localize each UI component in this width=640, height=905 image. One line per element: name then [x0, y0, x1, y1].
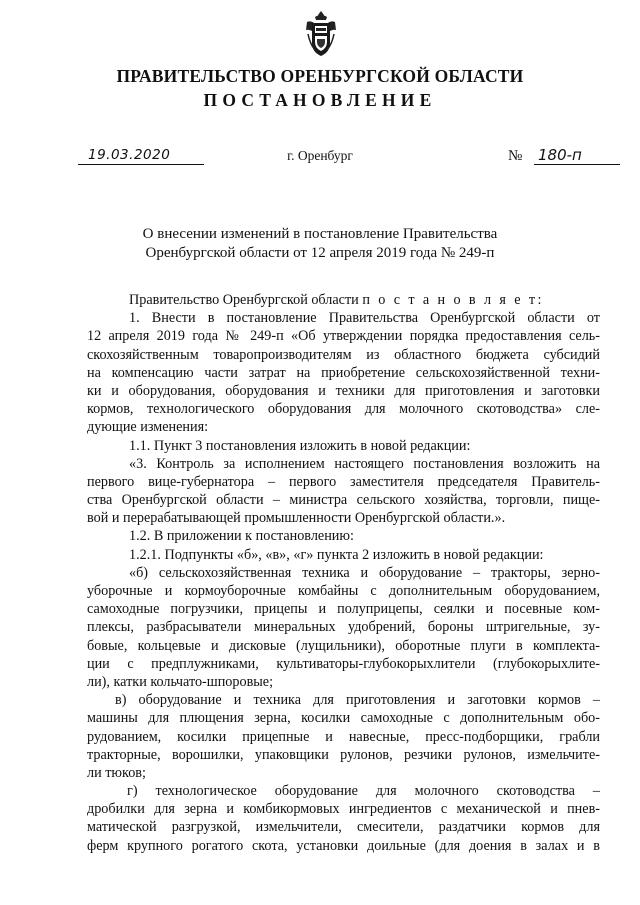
document-body: [87, 291, 600, 855]
body-line: «б) сельскохозяйственная техника и оборудование – тракторы, зерно-: [129, 564, 600, 581]
body-line: самоходные погрузчики, прицепы и полуприцепы, сеялки и посевные ком-: [87, 601, 600, 618]
body-line: 1. Внести в постановление Правительства Оренбургской области от: [129, 310, 600, 327]
body-line: плексы, разбрасыватели минеральных удобрений, бороны штригельные, зу-: [87, 619, 600, 636]
body-line: г) технологическое оборудование для молочного скотоводства –: [127, 783, 600, 800]
body-line: в) оборудование и техника для приготовления и заготовки кормов –: [115, 692, 600, 709]
body-line: рудованием, косилки прицепные и навесные, пресс-подборщики, грабли: [87, 728, 600, 745]
body-line: кормов, технологического оборудования для молочного скотоводства» сле-: [87, 401, 600, 418]
body-line: 1.2. В приложении к постановлению:: [129, 528, 354, 545]
number-value: 180-п: [538, 146, 582, 164]
body-line: дующие изменения:: [87, 419, 209, 436]
body-line: «3. Контроль за исполнением настоящего постановления возложить на: [129, 455, 600, 472]
body-line: матической разгрузкой, измельчители, смесители, раздатчики кормов для: [87, 819, 600, 836]
body-line: ферм крупного рогатого скота, установки доильные (для доения в залах и в: [87, 837, 600, 854]
body-line: тракторные, ворошилки, упаковщики рулонов, резчики рулонов, измельчите-: [87, 746, 600, 763]
body-line: на компенсацию части затрат на приобретение сельскохозяйственной техни-: [87, 364, 600, 381]
body-line: ки и оборудования, оборудования и техники для приготовления и заготовки: [87, 382, 600, 399]
body-line: скохозяйственным товаропроизводителям из областного бюджета субсидий: [87, 346, 600, 363]
subject-line: О внесении изменений в постановление Правительства: [142, 226, 498, 242]
document-subject: [0, 225, 640, 262]
body-line: ства Оренбургской области – министра сельского хозяйства, торговли, пище-: [87, 492, 600, 509]
body-line: ли), катки кольчато-шпоровые;: [87, 673, 274, 690]
body-line: дробилки для зерна и комбикормовых ингредиентов с механической и пнев-: [87, 801, 600, 818]
body-line: ли тюков;: [87, 764, 146, 781]
number-sign: №: [508, 148, 523, 164]
document-number: [508, 146, 620, 168]
body-line: 12 апреля 2019 года № 249-п «Об утверждении порядка предоставления сель-: [87, 328, 600, 345]
subject-line: Оренбургской области от 12 апреля 2019 года № 249-п: [145, 244, 495, 261]
body-line: 1.2.1. Подпункты «б», «в», «г» пункта 2 изложить в новой редакции:: [129, 546, 544, 563]
body-line: первого вице-губернатора – первого заместителя председателя Правитель-: [87, 473, 600, 490]
body-line: уборочные и кормоуборочные комбайны с дополнительным оборудованием,: [87, 583, 600, 599]
date-value: 19.03.2020: [88, 147, 171, 163]
body-line: бовые, кольцевые и дисковые (лущильники), оборотные плуги в комплекта-: [87, 637, 600, 654]
body-line: машины для плющения зерна, косилки самоходные с дополнительным обо-: [87, 710, 600, 727]
city: г. Оренбург: [287, 148, 353, 163]
body-line: 1.1. Пункт 3 постановления изложить в новой редакции:: [129, 437, 471, 454]
date-underline: [78, 164, 204, 165]
body-line: Правительство Оренбургской области п о с т а н о в л я е т:: [129, 292, 544, 308]
coat-of-arms-icon: [304, 10, 338, 58]
government-title: ПРАВИТЕЛЬСТВО ОРЕНБУРГСКОЙ ОБЛАСТИ: [116, 66, 524, 86]
number-underline: [534, 164, 620, 165]
body-line: ции с предплужниками, культиваторы-глубокорыхлители (глубокорыхлите-: [87, 655, 600, 672]
document-type: ПОСТАНОВЛЕНИЕ: [203, 90, 437, 110]
body-line: вой и перерабатывающей промышленности Оренбургской области.».: [87, 510, 506, 527]
